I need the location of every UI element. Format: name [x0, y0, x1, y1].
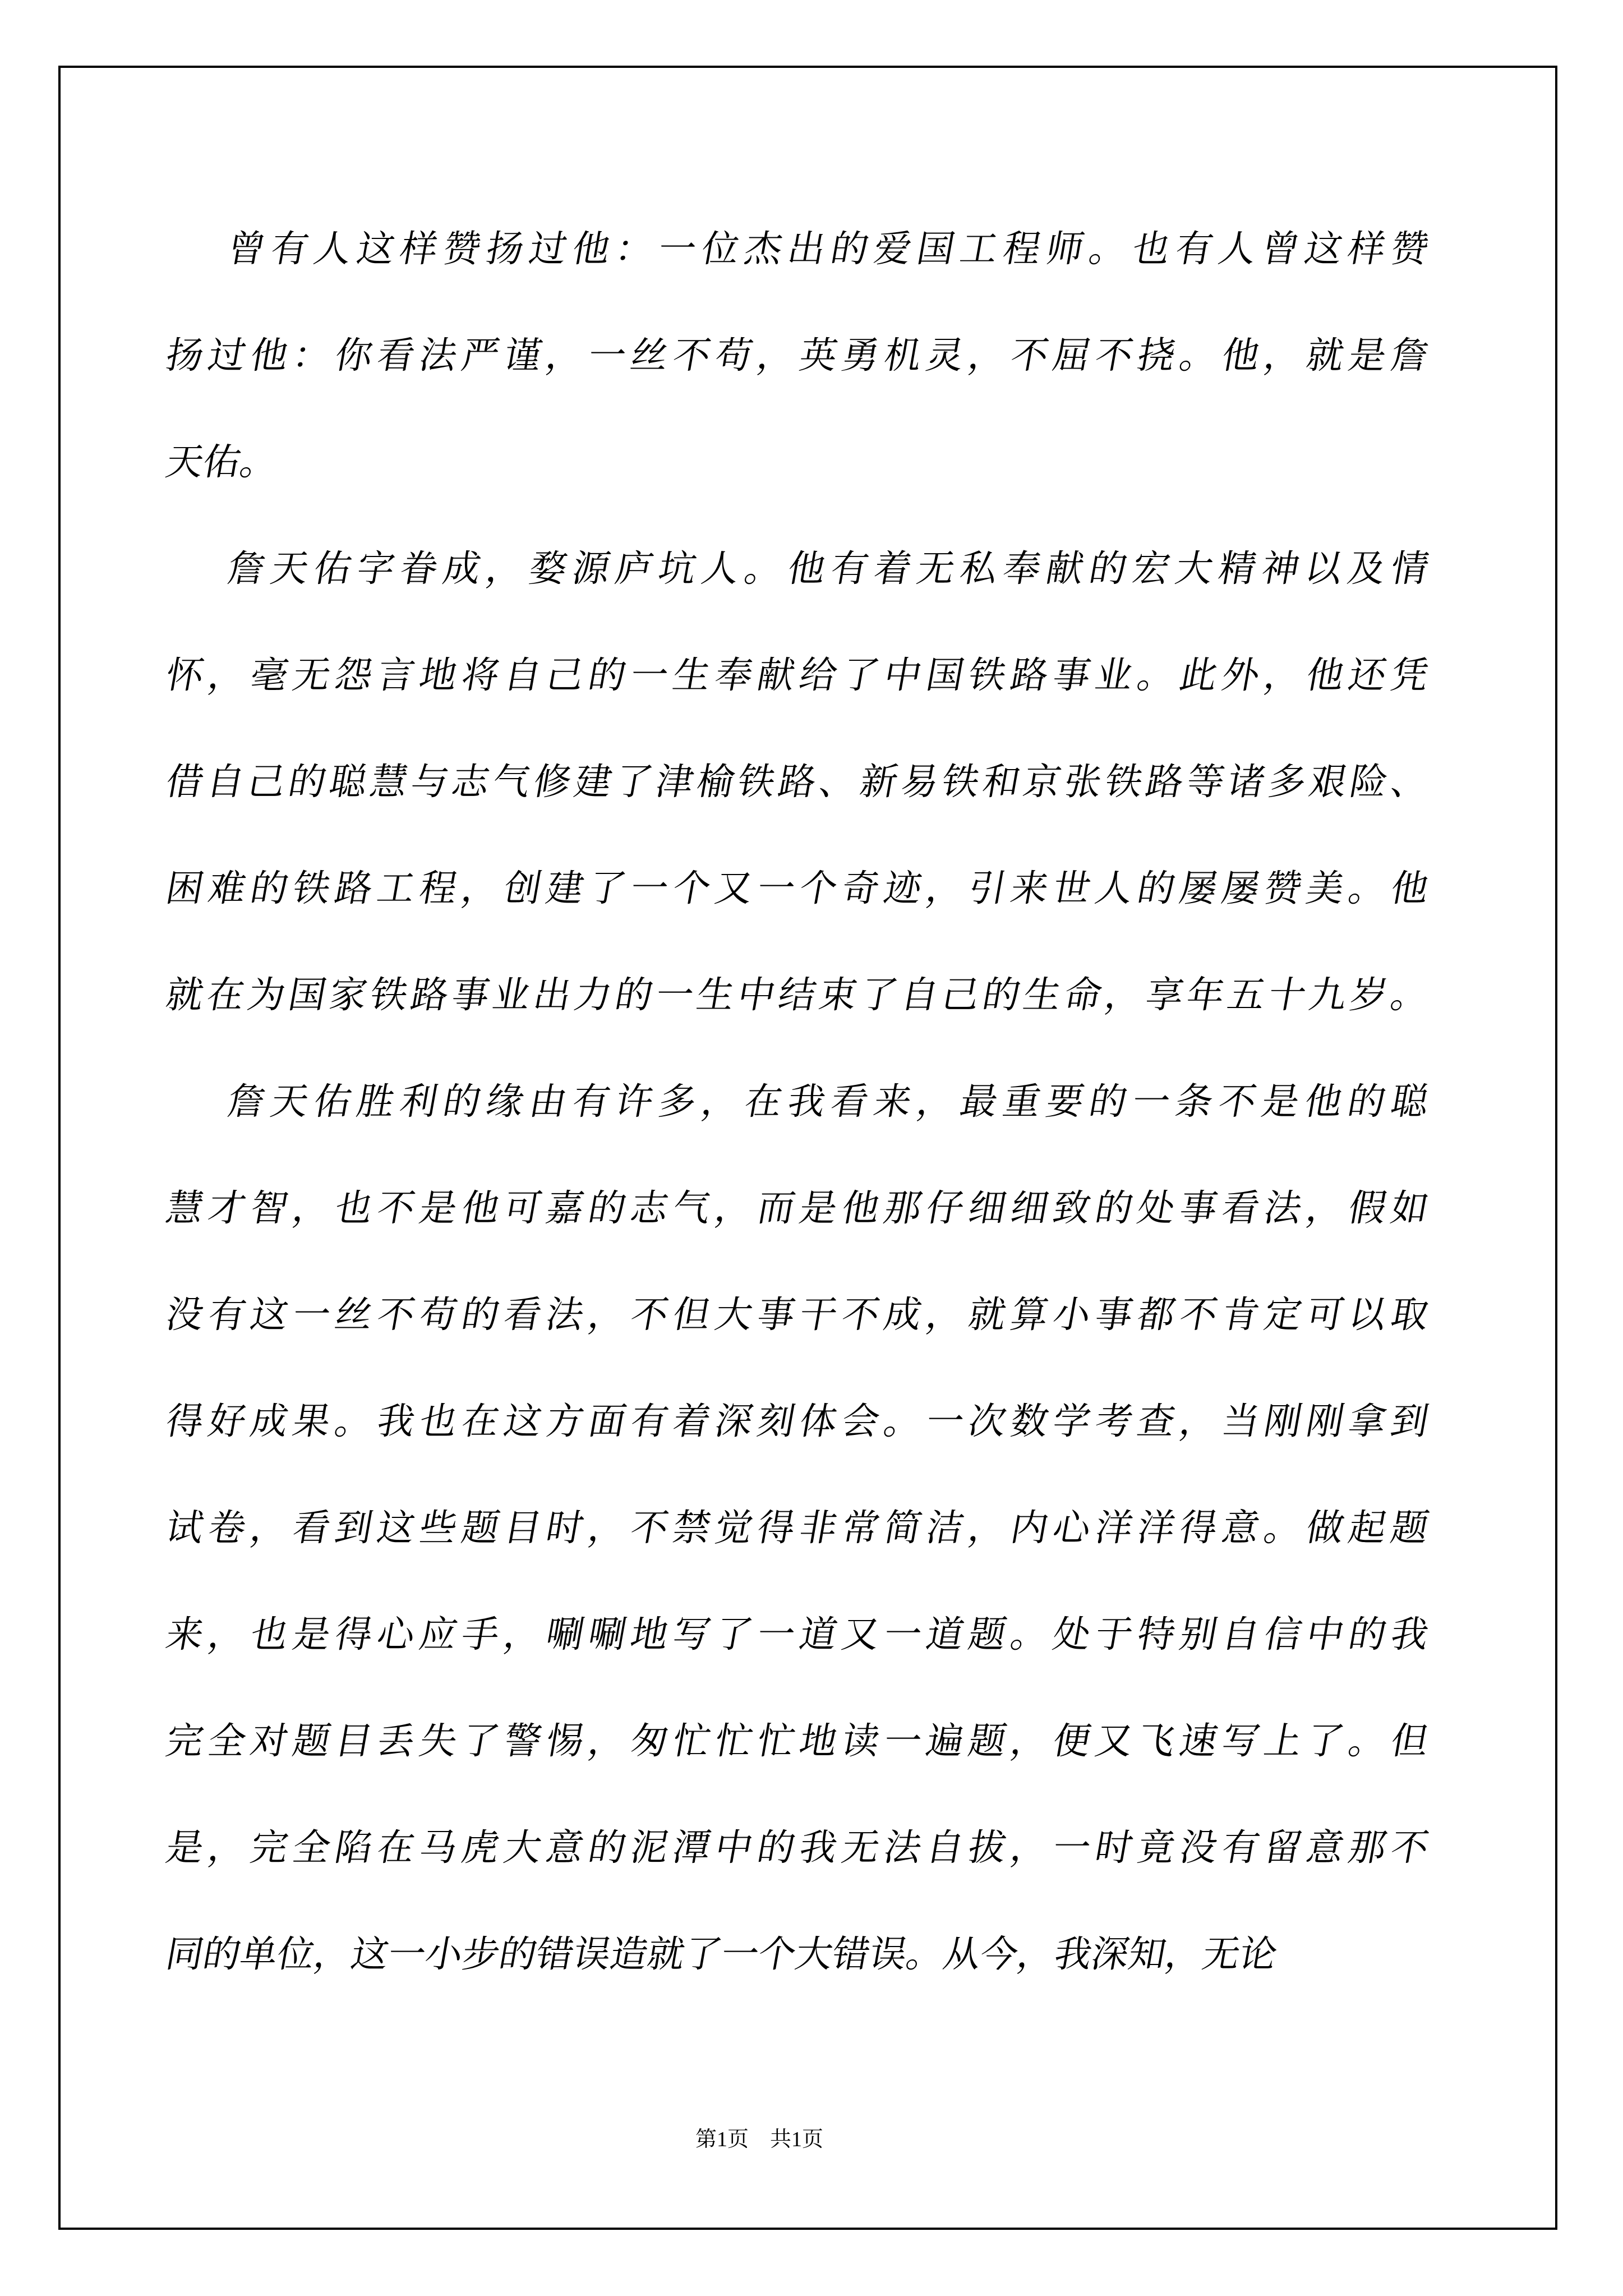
text-line: 同的单位，这一小步的错误造就了一个大错误。从今，我深知，无论 [163, 1934, 1281, 1975]
text-line: 扬过他：你看法严谨，一丝不苟，英勇机灵，不屈不挠。他，就是詹 [163, 335, 1432, 376]
text-line: 詹天佑胜利的缘由有许多，在我看来，最重要的一条不是他的聪 [224, 1082, 1432, 1122]
text-line: 得好成果。我也在这方面有着深刻体会。一次数学考查，当刚刚拿到 [163, 1401, 1432, 1442]
text-line: 怀，毫无怨言地将自己的一生奉献给了中国铁路事业。此外，他还凭 [163, 655, 1432, 696]
text-line: 没有这一丝不苟的看法，不但大事干不成，就算小事都不肯定可以取 [163, 1295, 1432, 1336]
text-line: 就在为国家铁路事业出力的一生中结束了自己的生命，享年五十九岁。 [163, 975, 1432, 1016]
text-line: 曾有人这样赞扬过他：一位杰出的爱国工程师。也有人曾这样赞 [224, 229, 1432, 270]
text-line: 困难的铁路工程，创建了一个又一个奇迹，引来世人的屡屡赞美。他 [163, 868, 1432, 909]
text-line: 是，完全陷在马虎大意的泥潭中的我无法自拔，一时竟没有留意那不 [163, 1828, 1432, 1869]
text-line: 借自己的聪慧与志气修建了津榆铁路、新易铁和京张铁路等诸多艰险、 [163, 762, 1432, 803]
text-line: 天佑。 [163, 442, 282, 483]
text-line: 试卷，看到这些题目时，不禁觉得非常简洁，内心洋洋得意。做起题 [163, 1508, 1432, 1549]
text-line: 慧才智，也不是他可嘉的志气，而是他那仔细细致的处事看法，假如 [163, 1188, 1432, 1229]
text-line: 完全对题目丢失了警惕，匆忙忙忙地读一遍题，便又飞速写上了。但 [163, 1721, 1432, 1762]
page-footer: 第1页 共1页 [695, 2128, 824, 2151]
page-border [58, 66, 1557, 2230]
text-line: 来，也是得心应手，唰唰地写了一道又一道题。处于特别自信中的我 [163, 1614, 1432, 1655]
text-line: 詹天佑字眷成，婺源庐坑人。他有着无私奉献的宏大精神以及情 [224, 549, 1432, 590]
